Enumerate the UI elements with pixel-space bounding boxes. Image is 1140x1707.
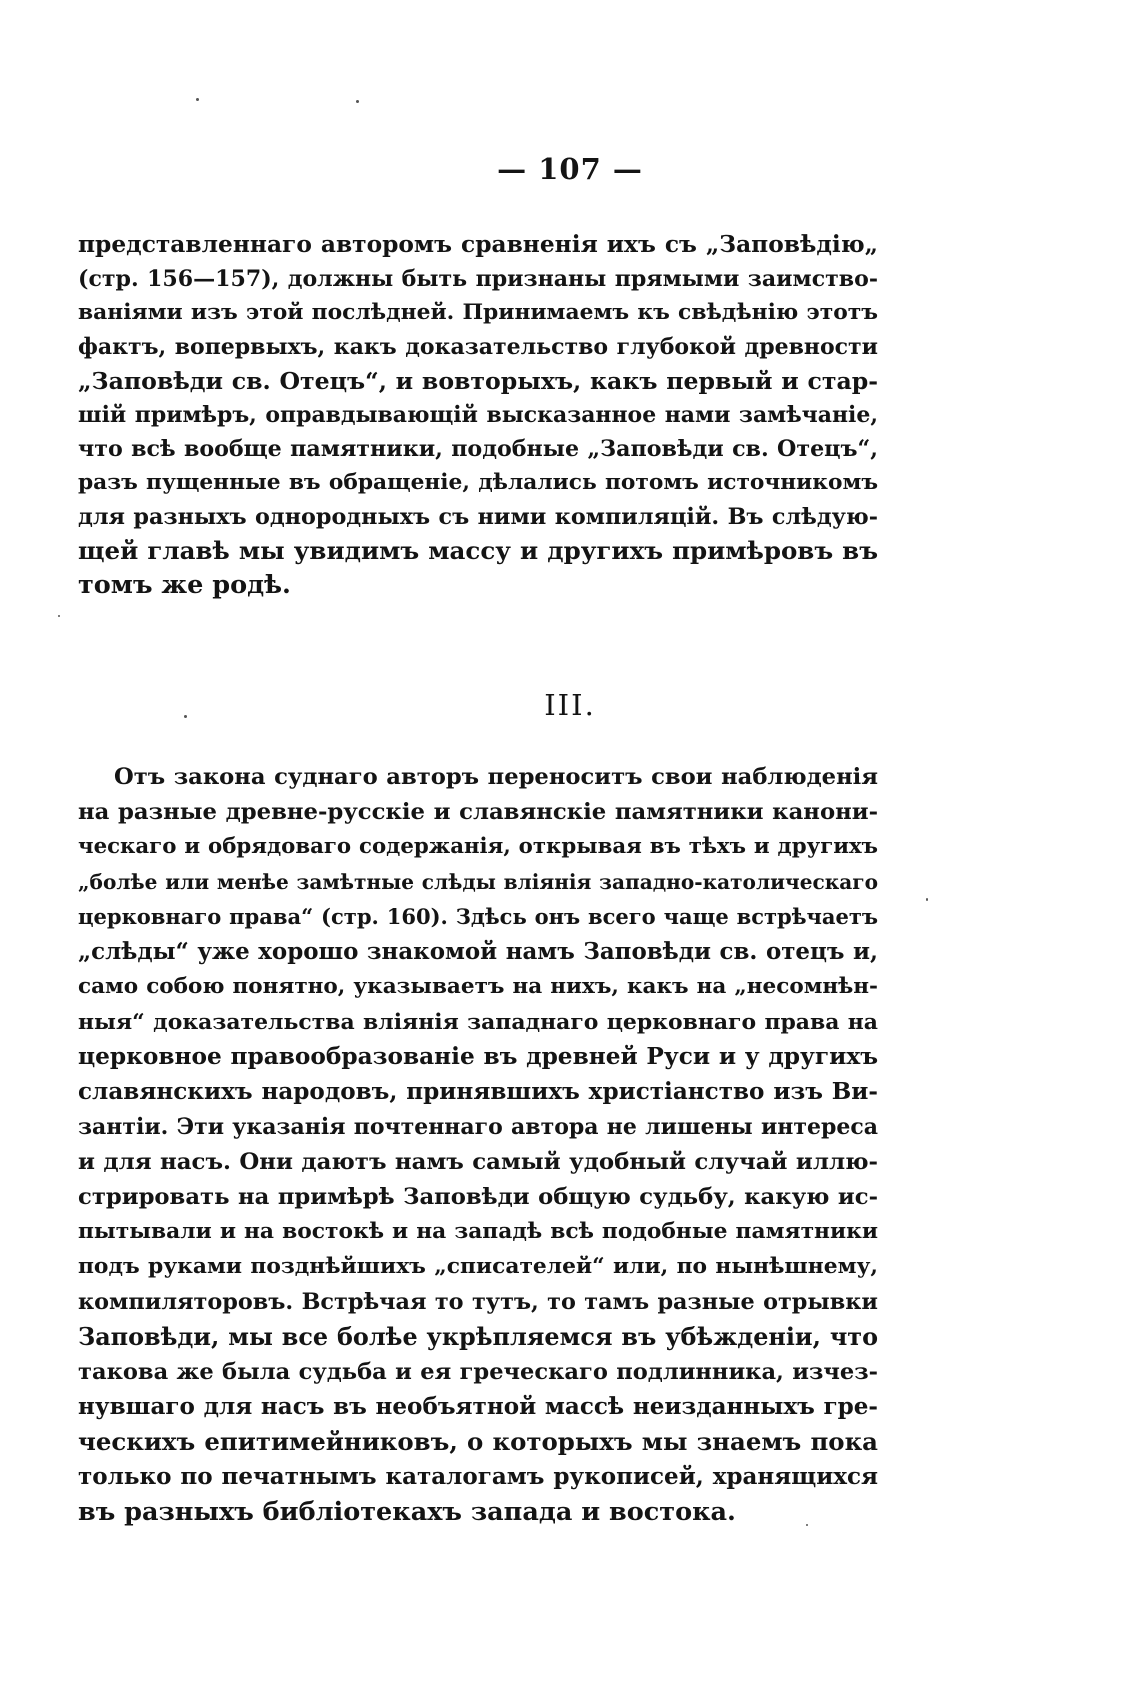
- text-line: пытывали и на востокѣ и на западѣ всѣ подобные памятники: [78, 1219, 878, 1244]
- text-line: компиляторовъ. Встрѣчая то тутъ, то тамъ разные отрывки: [78, 1289, 878, 1315]
- text-line: церковнаго права“ (стр. 160). Здѣсь онъ всего чаще встрѣчаетъ: [78, 904, 878, 929]
- text-line: нувшаго для насъ въ необъятной массѣ неизданныхъ гре-: [78, 1393, 878, 1420]
- scan-speck: [196, 98, 199, 101]
- text-line: подъ руками позднѣйшихъ „списателей“ или, по нынѣшнему,: [78, 1254, 878, 1279]
- text-line: ваніями изъ этой послѣдней. Принимаемъ къ свѣдѣнію этотъ: [78, 300, 878, 325]
- text-line: ческихъ епитимейниковъ, о которыхъ мы знаемъ пока: [78, 1427, 878, 1456]
- text-line: фактъ, вопервыхъ, какъ доказательство глубокой древности: [78, 334, 878, 360]
- scan-speck: [356, 100, 359, 103]
- text-line: Отъ закона суднаго авторъ переноситъ свои наблюденія: [114, 764, 878, 790]
- text-line: ныя“ доказательства вліянія западнаго церковнаго права на: [78, 1009, 878, 1035]
- text-line: представленнаго авторомъ сравненія ихъ съ „Заповѣдію„: [78, 231, 878, 258]
- section-heading: III.: [544, 688, 596, 722]
- scan-speck: [926, 898, 928, 901]
- text-line: само собою понятно, указываетъ на нихъ, какъ на „несомнѣн-: [78, 974, 878, 999]
- text-line: только по печатнымъ каталогамъ рукописей, хранящихся: [78, 1463, 878, 1490]
- text-line: славянскихъ народовъ, принявшихъ христіанство изъ Ви-: [78, 1078, 878, 1105]
- text-line: щей главѣ мы увидимъ массу и другихъ примѣровъ въ: [78, 536, 878, 565]
- text-line: такова же была судьба и ея греческаго подлинника, изчез-: [78, 1359, 878, 1385]
- text-line: въ разныхъ библіотекахъ запада и востока.: [78, 1497, 736, 1527]
- text-line: шій примѣръ, оправдывающій высказанное нами замѣчаніе,: [78, 402, 878, 428]
- text-line: „Заповѣди св. Отецъ“, и вовторыхъ, какъ первый и стар-: [78, 367, 878, 395]
- text-line: ческаго и обрядоваго содержанія, открывая въ тѣхъ и другихъ: [78, 834, 878, 859]
- text-line: „слѣды“ уже хорошо знакомой намъ Заповѣди св. отецъ и,: [78, 938, 878, 965]
- text-line: стрировать на примѣрѣ Заповѣди общую судьбу, какую ис-: [78, 1184, 878, 1210]
- text-line: разъ пущенные въ обращеніе, дѣлались потомъ источникомъ: [78, 470, 878, 495]
- text-line: для разныхъ однородныхъ съ ними компиляцій. Въ слѣдую-: [78, 504, 878, 530]
- text-line: церковное правообразованіе въ древней Руси и у другихъ: [78, 1043, 878, 1070]
- text-line: на разные древне-русскіе и славянскіе памятники канони-: [78, 799, 878, 825]
- text-line: Заповѣди, мы все болѣе укрѣпляемся въ убѣжденіи, что: [78, 1323, 878, 1351]
- scan-speck: [58, 615, 60, 617]
- text-line: „болѣе или менѣе замѣтные слѣды вліянія западно-католическаго: [78, 870, 878, 894]
- text-line: (стр. 156—157), должны быть признаны прямыми заимство-: [78, 266, 878, 292]
- text-line: что всѣ вообще памятники, подобные „Заповѣди св. Отецъ“,: [78, 436, 878, 462]
- page-number: — 107 —: [497, 152, 643, 186]
- text-line: и для насъ. Они даютъ намъ самый удобный случай иллю-: [78, 1149, 878, 1175]
- text-line: томъ же родѣ.: [78, 570, 291, 600]
- text-line: зантіи. Эти указанія почтеннаго автора не лишены интереса: [78, 1114, 878, 1140]
